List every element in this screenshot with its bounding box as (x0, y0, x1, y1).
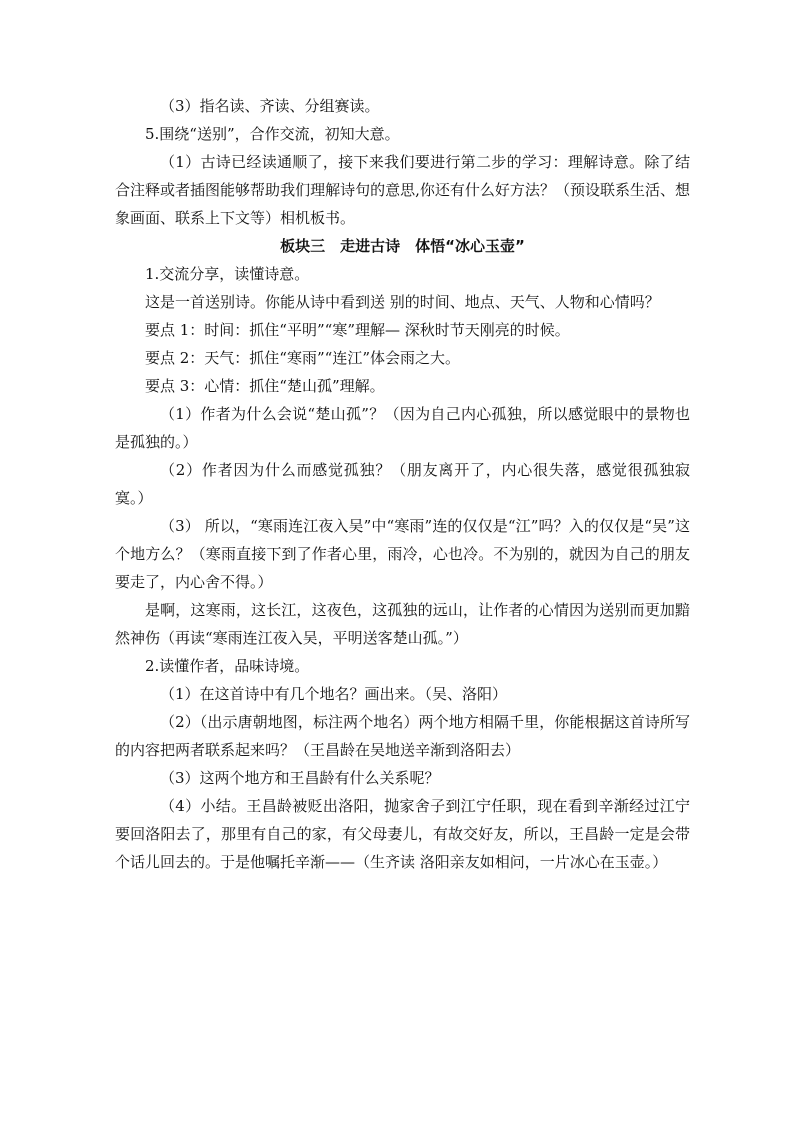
paragraph-read-aloud: （3）指名读、齐读、分组赛读。 (160, 97, 380, 115)
paragraph-step-2: 2.读懂作者，品味诗境。 (145, 657, 310, 675)
paragraph-relation: （3）这两个地方和王昌龄有什么关系呢？ (160, 769, 440, 787)
paragraph-sub-3: （3） 所以，“寒雨连江夜入吴”中“寒雨”连的仅仅是“江”吗？入的仅仅是“吴”这个地方么？（寒雨直接下到了作者心里，雨冷，心也冷。不为别的，就因为自己的朋友要走了，内心舍不得。） (115, 517, 690, 591)
paragraph-step-1: 1.交流分享，读懂诗意。 (145, 265, 310, 283)
section-heading: 板块三 走进古诗 体悟“冰心玉壶” (280, 237, 525, 255)
paragraph-map: （2）（出示唐朝地图，标注两个地名）两个地方相隔千里，你能根据这首诗所写的内容把两者联系起来吗？（王昌龄在吴地送辛渐到洛阳去） (115, 713, 690, 759)
document-body (115, 92, 690, 876)
paragraph-point-3: 要点 3：心情：抓住“楚山孤”理解。 (145, 377, 385, 395)
paragraph-understand-meaning: （1）古诗已经读通顺了，接下来我们要进行第二步的学习：理解诗意。除了结合注释或者插图能够帮助我们理解诗句的意思,你还有什么好方法？（预设联系生活、想象画面、联系上下文等）相机板书。 (115, 153, 690, 227)
paragraph-question: 这是一首送别诗。你能从诗中看到送 别的时间、地点、天气、人物和心情吗？ (145, 293, 660, 311)
paragraph-sub-2: （2）作者因为什么而感觉孤独？（朋友离开了，内心很失落，感觉很孤独寂寞。） (115, 461, 690, 507)
paragraph-point-1: 要点 1：时间：抓住“平明”“寒”理解— 深秋时节天刚亮的时候。 (145, 321, 570, 339)
paragraph-sub-1: （1）作者为什么会说“楚山孤”？（因为自己内心孤独，所以感觉眼中的景物也是孤独的。） (115, 405, 690, 451)
paragraph-summary: 是啊，这寒雨，这长江，这夜色，这孤独的远山，让作者的心情因为送别而更加黯然神伤（再读“寒雨连江夜入吴，平明送客楚山孤。”） (115, 601, 690, 647)
paragraph-conclusion: （4）小结。王昌龄被贬出洛阳，抛家舍子到江宁任职，现在看到辛渐经过江宁要回洛阳去了，那里有自己的家，有父母妻儿，有故交好友，所以，王昌龄一定是会带个话儿回去的。于是他嘱托辛渐——（生齐读 洛阳亲友如相问，一片冰心在玉壶。） (115, 797, 690, 871)
paragraph-place-names: （1）在这首诗中有几个地名？画出来。（吴、洛阳） (160, 685, 508, 703)
paragraph-point-2: 要点 2：天气：抓住“寒雨”“连江”体会雨之大。 (145, 349, 460, 367)
paragraph-step-5: 5.围绕“送别”，合作交流，初知大意。 (145, 125, 400, 143)
